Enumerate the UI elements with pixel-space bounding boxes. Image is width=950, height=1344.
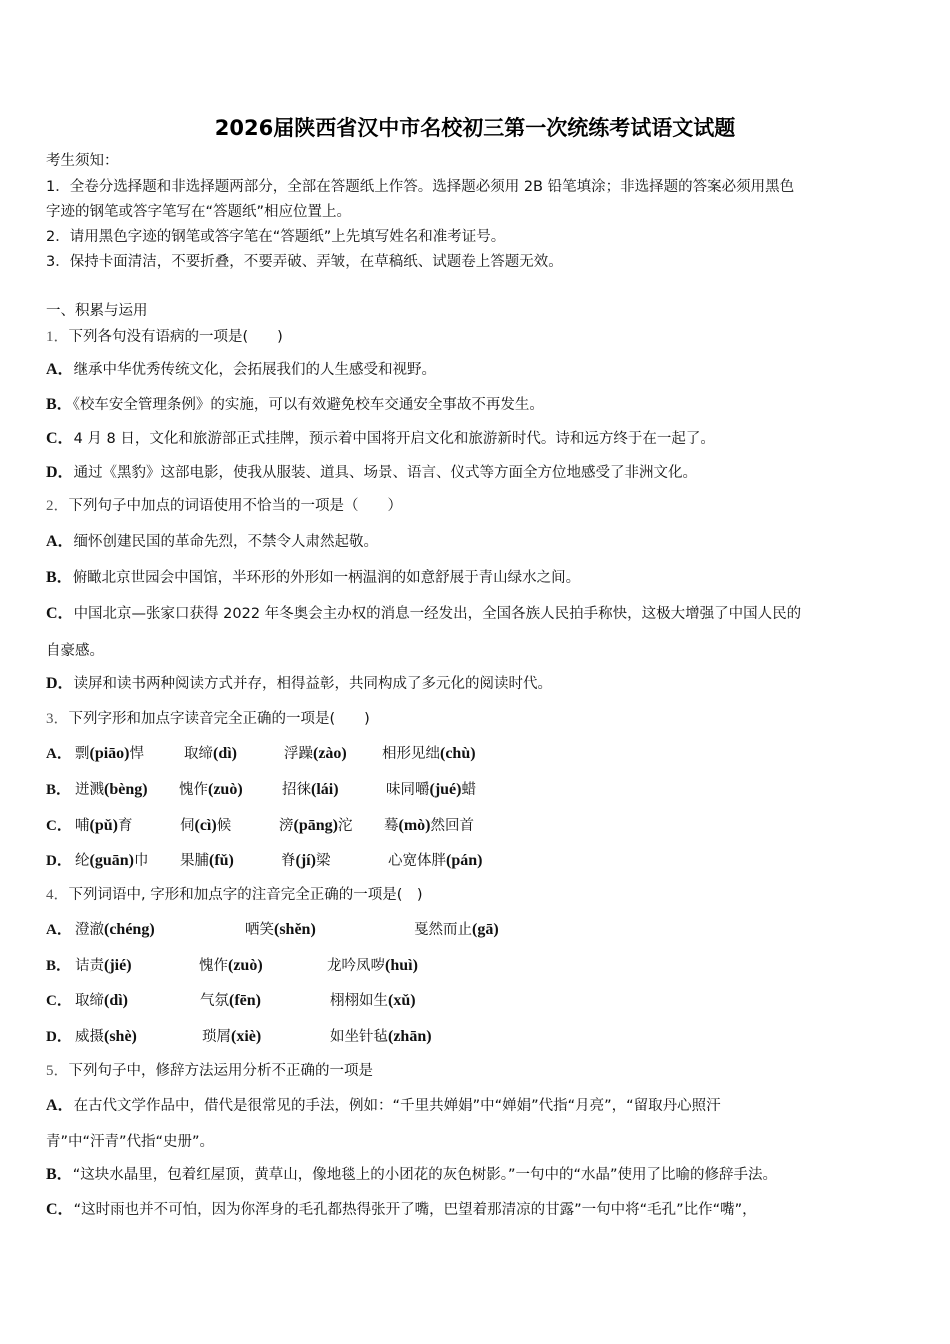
word-cell: 琐屑(xiè)	[202, 1028, 262, 1045]
option-text: 读屏和读书两种阅读方式并存，相得益彰，共同构成了多元化的阅读时代。	[73, 676, 553, 692]
word-cell: 取缔(dì)	[75, 992, 128, 1009]
option-text: 通过《黑豹》这部电影，使我从服装、道具、场景、语言、仪式等方面全方位地感受了非洲文化。	[73, 465, 698, 481]
word-cell: 取缔(dì)	[184, 745, 237, 762]
option-letter: A．	[46, 533, 74, 550]
question-2-option-c	[46, 603, 801, 624]
option-text: 中国北京—张家口获得 2022 年冬奥会主办权的消息一经发出，全国各族人民拍手称快，这极大增强了中国人民的	[73, 606, 802, 622]
question-1-option-b	[46, 394, 544, 415]
word-cell: 威摄(shè)	[75, 1028, 137, 1045]
question-4-stem	[46, 884, 423, 905]
question-5-stem	[46, 1060, 373, 1081]
word-cell: 哺(pǔ)育	[75, 817, 133, 834]
question-number: 3．	[46, 711, 69, 727]
option-text: 俯瞰北京世园会中国馆，半环形的外形如一柄温润的如意舒展于青山绿水之间。	[72, 570, 581, 586]
option-text: “这时雨也并不可怕，因为你浑身的毛孔都热得张开了嘴，巴望着那清凉的甘露”一句中将“毛孔”比作“嘴”，	[73, 1202, 757, 1218]
question-5-option-c	[46, 1199, 757, 1220]
word-cell: 哂笑(shěn)	[245, 921, 316, 938]
question-2-stem	[46, 495, 402, 516]
question-text: 下列字形和加点字读音完全正确的一项是( )	[68, 711, 370, 727]
question-2-option-a	[46, 531, 378, 552]
word-cell: 戛然而止(gā)	[414, 921, 499, 938]
question-1-stem	[46, 326, 283, 347]
option-letter: B．	[46, 958, 72, 974]
option-letter: D．	[46, 675, 74, 692]
option-letter: C．	[46, 1201, 74, 1218]
notice-item-1: 1．全卷分选择题和非选择题两部分，全部在答题纸上作答。选择题必须用 2B 铅笔填涂；非选择题的答案必须用黑色	[46, 179, 795, 195]
question-5-option-a-cont	[46, 1131, 214, 1152]
word-cell: 滂(pāng)沱	[279, 817, 353, 834]
word-cell: 剽(piāo)悍	[75, 745, 144, 762]
question-2-option-b	[46, 567, 580, 588]
option-letter: B．	[46, 782, 72, 798]
option-text: “这块水晶里，包着红屋顶，黄草山，像地毯上的小团花的灰色树影。”一句中的“水晶”使用了比喻的修辞手法。	[72, 1167, 777, 1183]
word-cell: 栩栩如生(xǔ)	[330, 992, 416, 1009]
option-letter: C．	[46, 818, 72, 834]
question-text: 下列句子中加点的词语使用不恰当的一项是（ ）	[68, 498, 403, 514]
option-letter: A．	[46, 1097, 74, 1114]
option-letter: D．	[46, 1029, 72, 1045]
question-5-option-a	[46, 1095, 721, 1116]
question-2-option-c-cont	[46, 640, 104, 661]
question-number: 2．	[46, 498, 69, 514]
word-cell: 气氛(fēn)	[200, 992, 261, 1009]
word-cell: 招徕(lái)	[282, 781, 339, 798]
exam-title: 2026届陕西省汉中市名校初三第一次统练考试语文试题	[214, 116, 736, 140]
word-cell: 愧作(zuò)	[199, 957, 263, 974]
option-text: 4 月 8 日，文化和旅游部正式挂牌，预示着中国将开启文化和旅游新时代。诗和远方终于在一起了。	[73, 431, 715, 447]
option-text: 缅怀创建民国的革命先烈，不禁令人肃然起敬。	[73, 534, 379, 550]
question-2-option-d	[46, 673, 552, 694]
question-text: 下列句子中，修辞方法运用分析不正确的一项是	[68, 1063, 374, 1079]
option-letter: B．	[46, 396, 73, 413]
word-cell: 纶(guān)巾	[75, 852, 149, 869]
option-text: 《校车安全管理条例》的实施，可以有效避免校车交通安全事故不再发生。	[72, 397, 544, 413]
option-letter: B．	[46, 569, 73, 586]
question-text: 下列词语中, 字形和加点字的注音完全正确的一项是( )	[68, 887, 423, 903]
word-cell: 诘责(jié)	[75, 957, 132, 974]
question-1-option-a	[46, 359, 436, 380]
question-3-stem	[46, 708, 370, 729]
word-cell: 心宽体胖(pán)	[388, 852, 483, 869]
word-cell: 伺(cì)候	[180, 817, 232, 834]
option-letter: D．	[46, 464, 74, 481]
word-cell: 龙吟凤哕(huì)	[327, 957, 418, 974]
option-letter: D．	[46, 853, 72, 869]
option-text: 在古代文学作品中，借代是很常见的手法，例如：“千里共婵娟”中“婵娟”代指“月亮”，“留取丹心照汗	[73, 1098, 721, 1114]
question-5-option-b	[46, 1164, 777, 1185]
notice-heading: 考生须知：	[46, 153, 119, 169]
option-letter: A．	[46, 361, 74, 378]
word-cell: 味同嚼(jué)蜡	[386, 781, 476, 798]
notice-item-3: 3．保持卡面清洁，不要折叠，不要弄破、弄皱，在草稿纸、试题卷上答题无效。	[46, 254, 563, 270]
word-cell: 如坐针毡(zhān)	[330, 1028, 432, 1045]
word-cell: 愧作(zuò)	[179, 781, 243, 798]
section-heading: 一、积累与运用	[46, 303, 148, 319]
option-letter: C．	[46, 605, 74, 622]
notice-item-1-cont: 字迹的钢笔或答字笔写在“答题纸”相应位置上。	[46, 204, 352, 220]
question-number: 1．	[46, 329, 69, 345]
option-letter: C．	[46, 430, 74, 447]
question-1-option-c	[46, 428, 715, 449]
word-cell: 果脯(fǔ)	[180, 852, 234, 869]
option-letter: C．	[46, 993, 72, 1009]
notice-item-2: 2．请用黑色字迹的钢笔或答字笔在“答题纸”上先填写姓名和准考证号。	[46, 229, 506, 245]
word-cell: 浮躁(zào)	[284, 745, 347, 762]
option-text: 继承中华优秀传统文化，会拓展我们的人生感受和视野。	[73, 362, 437, 378]
option-text-continuation: 自豪感。	[46, 643, 104, 659]
word-cell: 澄澈(chéng)	[75, 921, 155, 938]
option-text-continuation: 青”中“汗青”代指“史册”。	[46, 1134, 215, 1150]
word-cell: 脊(jí)梁	[281, 852, 331, 869]
question-1-option-d	[46, 462, 697, 483]
question-number: 5．	[46, 1063, 69, 1079]
question-number: 4．	[46, 887, 69, 903]
word-cell: 蓦(mò)然回首	[384, 817, 474, 834]
word-cell: 迸溅(bèng)	[75, 781, 148, 798]
option-letter: B．	[46, 1166, 73, 1183]
word-cell: 相形见绌(chù)	[382, 745, 476, 762]
question-text: 下列各句没有语病的一项是( )	[68, 329, 283, 345]
option-letter: A．	[46, 922, 72, 938]
option-letter: A．	[46, 746, 72, 762]
